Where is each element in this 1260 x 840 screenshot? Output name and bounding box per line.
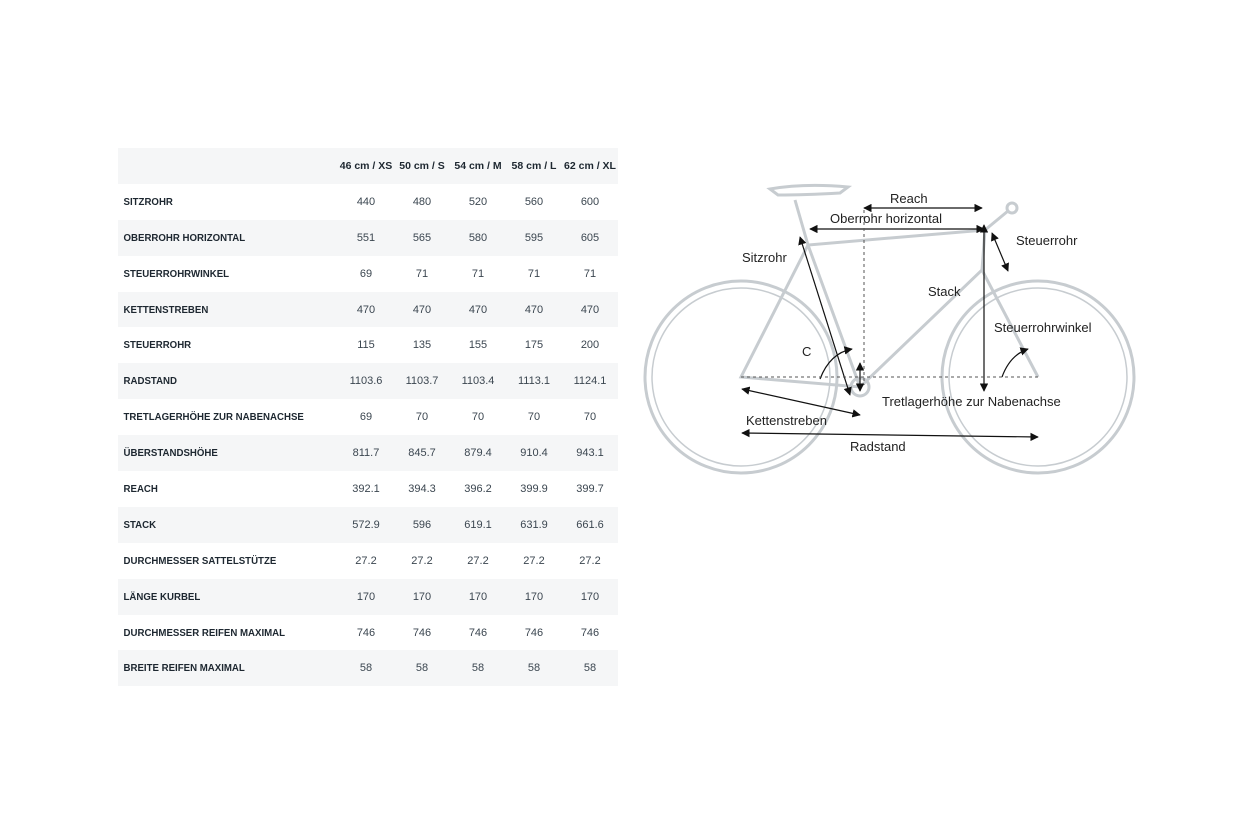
table-cell: 811.7 [352,447,380,460]
row-label: TRETLAGERHÖHE ZUR NABENACHSE [123,411,304,424]
table-cell: 480 [412,195,432,208]
row-label: STACK [123,518,157,531]
table-cell: 440 [356,195,376,208]
column-header-s: 50 cm / S [399,159,445,172]
label-steuerrohrwinkel: Steuerrohrwinkel [994,320,1092,335]
table-cell: 470 [580,303,600,316]
table-cell: 396.2 [464,482,492,495]
table-cell: 135 [412,339,432,352]
table-cell: 572.9 [352,518,380,531]
table-cell: 605 [580,231,600,244]
table-cell: 71 [415,267,429,280]
table-cell: 746 [356,626,376,639]
row-label: DURCHMESSER REIFEN MAXIMAL [123,626,286,639]
label-oberrohr: Oberrohr horizontal [830,211,942,226]
table-cell: 27.2 [355,554,377,567]
table-row [118,256,618,292]
seatpost [795,200,808,245]
table-cell: 470 [356,303,376,316]
label-radstand: Radstand [850,439,906,454]
table-cell: 69 [359,411,373,424]
table-cell: 58 [471,662,485,675]
table-cell: 58 [359,662,373,675]
table-row [118,363,618,399]
row-label: LÄNGE KURBEL [123,590,201,603]
table-row [118,507,618,543]
table-cell: 170 [524,590,544,603]
table-cell: 27.2 [579,554,601,567]
table-cell: 71 [527,267,541,280]
table-row [118,471,618,507]
table-cell: 170 [356,590,376,603]
row-label: RADSTAND [123,375,178,388]
table-cell: 596 [412,518,432,531]
table-cell: 170 [580,590,600,603]
table-row [118,543,618,579]
table-cell: 175 [524,339,544,352]
label-stack: Stack [928,284,961,299]
table-cell: 746 [580,626,600,639]
table-cell: 1113.1 [517,375,550,388]
row-label: REACH [123,482,158,495]
table-cell: 746 [468,626,488,639]
bike-geometry-diagram [630,165,1160,495]
table-cell: 746 [412,626,432,639]
table-cell: 470 [524,303,544,316]
table-row [118,615,618,651]
table-cell: 27.2 [467,554,489,567]
table-cell: 69 [359,267,373,280]
table-cell: 70 [583,411,597,424]
table-cell: 943.1 [576,447,604,460]
table-cell: 70 [471,411,485,424]
table-cell: 399.9 [520,482,548,495]
table-cell: 600 [580,195,600,208]
row-label: ÜBERSTANDSHÖHE [123,447,218,460]
table-cell: 399.7 [576,482,604,495]
table-row [118,650,618,686]
table-row [118,435,618,471]
table-body [118,184,618,686]
table-cell: 1103.6 [349,375,383,388]
column-header-l: 58 cm / L [511,159,557,172]
table-cell: 551 [356,231,376,244]
label-steuerrohr: Steuerrohr [1016,233,1078,248]
table-row [118,579,618,615]
table-cell: 580 [468,231,488,244]
sitzrohr-arrow [800,237,850,395]
row-label: SITZROHR [123,195,173,208]
table-header-row [118,148,618,184]
table-cell: 394.3 [408,482,436,495]
label-c: C [802,344,812,359]
row-label: STEUERROHRWINKEL [123,267,230,280]
table-cell: 1103.7 [405,375,439,388]
label-reach: Reach [890,191,928,206]
row-label: BREITE REIFEN MAXIMAL [123,662,245,675]
table-row [118,399,618,435]
table-cell: 1124.1 [573,375,607,388]
table-row [118,184,618,220]
label-kettenstreben: Kettenstreben [746,413,827,428]
table-cell: 58 [583,662,597,675]
table-cell: 845.7 [408,447,436,460]
table-cell: 560 [524,195,544,208]
table-cell: 661.6 [576,518,604,531]
table-cell: 27.2 [411,554,433,567]
label-tretlager: Tretlagerhöhe zur Nabenachse [882,394,1061,409]
table-cell: 595 [524,231,544,244]
geometry-table [118,148,618,686]
handlebar [1007,203,1017,213]
table-row [118,292,618,328]
row-label: OBERROHR HORIZONTAL [123,231,246,244]
table-cell: 470 [468,303,488,316]
table-cell: 58 [527,662,541,675]
stem-bar [985,211,1008,230]
table-cell: 155 [468,339,488,352]
table-cell: 71 [471,267,485,280]
radstand-arrow [742,433,1038,437]
saddle [770,185,848,195]
header-label-cell [118,148,338,184]
table-cell: 1103.4 [461,375,495,388]
label-sitzrohr: Sitzrohr [742,250,787,265]
row-label: KETTENSTREBEN [123,303,209,316]
table-cell: 115 [357,339,375,352]
row-label: STEUERROHR [123,339,192,352]
table-cell: 910.4 [520,447,548,460]
column-header-m: 54 cm / M [454,159,502,172]
table-cell: 746 [524,626,544,639]
table-cell: 71 [583,267,597,280]
table-cell: 619.1 [464,518,492,531]
table-cell: 392.1 [352,482,380,495]
table-cell: 170 [468,590,488,603]
table-cell: 200 [580,339,600,352]
kettenstreben-arrow [742,389,860,415]
table-cell: 879.4 [464,447,492,460]
table-cell: 565 [412,231,432,244]
table-cell: 27.2 [523,554,545,567]
table-cell: 70 [527,411,541,424]
table-cell: 170 [412,590,432,603]
table-row [118,327,618,363]
table-cell: 58 [415,662,429,675]
column-header-xs: 46 cm / XS [339,159,393,172]
table-cell: 631.9 [520,518,548,531]
column-header-xl: 62 cm / XL [564,159,616,172]
table-cell: 70 [415,411,429,424]
table-row [118,220,618,256]
steuerrohr-arrow [992,233,1008,271]
table-cell: 520 [468,195,488,208]
row-label: DURCHMESSER SATTELSTÜTZE [123,554,277,567]
table-cell: 470 [412,303,432,316]
